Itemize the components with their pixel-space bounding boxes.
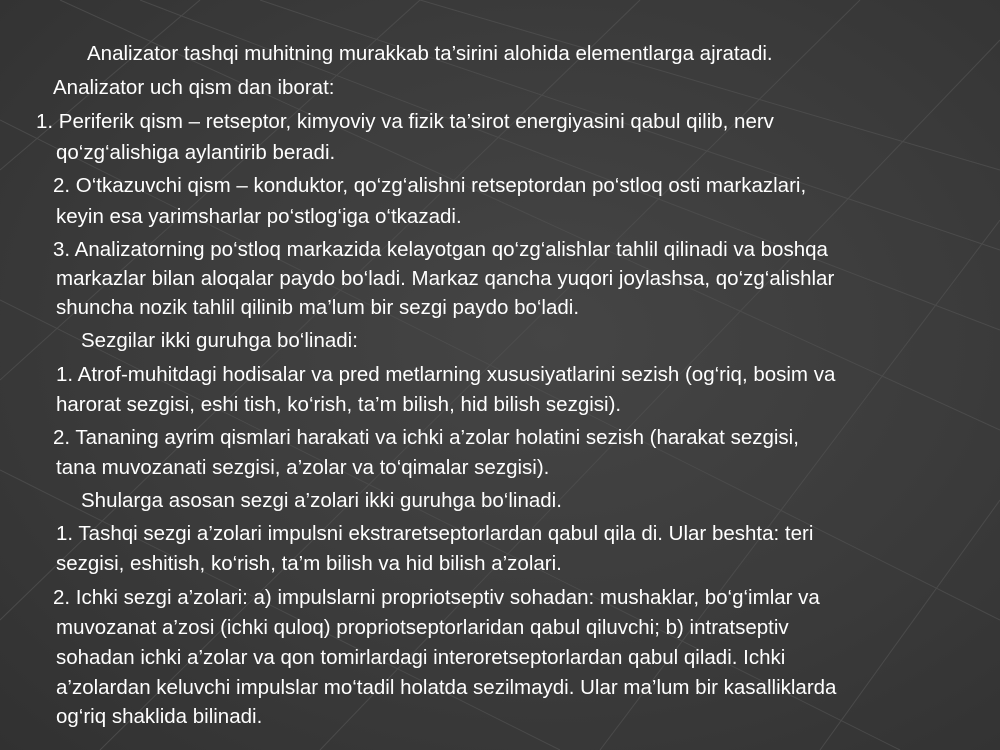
text-line: 1. Periferik qism – retseptor, kimyoviy va fizik ta’sirot energiyasini qabul qilib, nerv [36,110,774,133]
text-line: 3. Analizatorning po‘stloq markazida kelayotgan qo‘zg‘alishlar tahlil qilinadi va boshqa [53,238,828,261]
text-line: Sezgilar ikki guruhga bo‘linadi: [81,329,358,352]
text-line: Shularga asosan sezgi a’zolari ikki guruhga bo‘linadi. [81,489,562,512]
text-line: tana muvozanati sezgisi, a’zolar va to‘qimalar sezgisi). [56,456,550,479]
text-line: keyin esa yarimsharlar po‘stlog‘iga o‘tkazadi. [56,205,462,228]
text-line: qo‘zg‘alishiga aylantirib beradi. [56,141,336,164]
text-line: 2. Ichki sezgi a’zolari: a) impulslarni propriotseptiv sohadan: mushaklar, bo‘g‘imlar va [53,586,820,609]
text-line: muvozanat a’zosi (ichki quloq) propriotseptorlaridan qabul qiluvchi; b) intratseptiv [56,616,789,639]
text-line: markazlar bilan aloqalar paydo bo‘ladi. Markaz qancha yuqori joylashsa, qo‘zg‘alishlar [56,267,835,290]
text-line: og‘riq shaklida bilinadi. [56,705,263,728]
text-line: harorat sezgisi, eshi tish, ko‘rish, ta’m bilish, hid bilish sezgisi). [56,393,622,416]
text-line: Analizator uch qism dan iborat: [53,76,335,99]
text-line: shuncha nozik tahlil qilinib ma’lum bir sezgi paydo bo‘ladi. [56,296,580,319]
text-line: 2. O‘tkazuvchi qism – konduktor, qo‘zg‘alishni retseptordan po‘stloq osti markazlari, [53,174,807,197]
text-line: Analizator tashqi muhitning murakkab ta’sirini alohida elementlarga ajratadi. [87,42,773,65]
text-line: 2. Tananing ayrim qismlari harakati va ichki a’zolar holatini sezish (harakat sezgisi, [53,426,799,449]
text-line: sezgisi, eshitish, ko‘rish, ta’m bilish va hid bilish a’zolari. [56,552,562,575]
text-line: 1. Atrof-muhitdagi hodisalar va pred metlarning xususiyatlarini sezish (og‘riq, bosim va [56,363,836,386]
text-line: sohadan ichki a’zolar va qon tomirlardagi interoretseptorlardan qabul qiladi. Ichki [56,646,786,669]
text-line: 1. Tashqi sezgi a’zolari impulsni ekstraretseptorlardan qabul qila di. Ular beshta: teri [56,522,814,545]
text-line: a’zolardan keluvchi impulslar mo‘tadil holatda sezilmaydi. Ular ma’lum bir kasalliklarda [56,676,837,699]
